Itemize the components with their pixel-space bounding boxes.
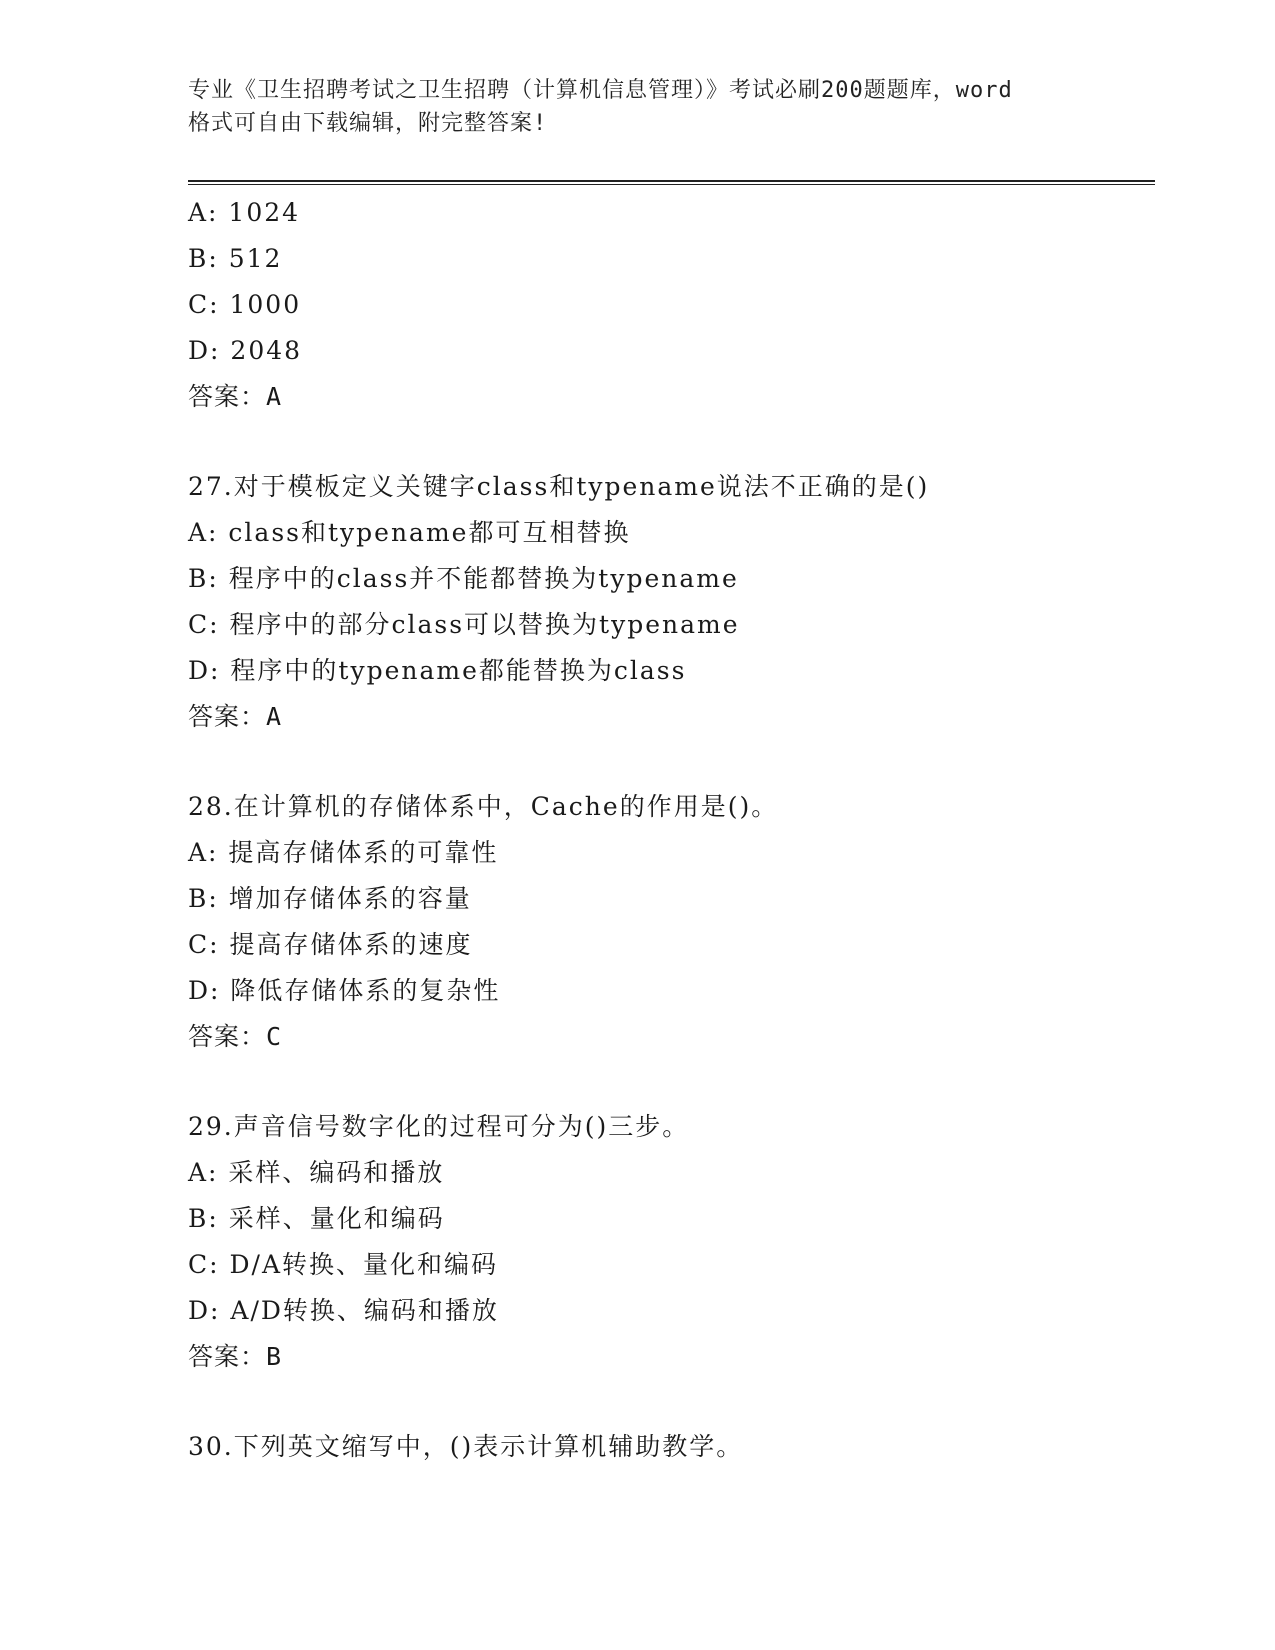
option-b: B: 程序中的class并不能都替换为typename	[188, 564, 739, 593]
header-line-1: 专业《卫生招聘考试之卫生招聘（计算机信息管理）》考试必刷200题题库，word	[188, 78, 1013, 103]
answer: 答案：A	[188, 382, 283, 411]
option-a: A: 提高存储体系的可靠性	[188, 838, 499, 867]
option-c: C: D/A转换、量化和编码	[188, 1250, 499, 1279]
question-27	[188, 464, 1148, 740]
option-b: B: 增加存储体系的容量	[188, 884, 472, 913]
answer: 答案：A	[188, 702, 283, 731]
question-29	[188, 1104, 1148, 1380]
document-header	[188, 74, 1088, 140]
option-b: B: 512	[188, 244, 283, 273]
option-d: D: A/D转换、编码和播放	[188, 1296, 499, 1325]
option-a: A: 采样、编码和播放	[188, 1158, 445, 1187]
option-a: A: class和typename都可互相替换	[188, 518, 631, 547]
option-d: D: 程序中的typename都能替换为class	[188, 656, 687, 685]
option-c: C: 程序中的部分class可以替换为typename	[188, 610, 740, 639]
question-30	[188, 1424, 1148, 1470]
question-text: 28.在计算机的存储体系中，Cache的作用是()。	[188, 792, 779, 821]
question-list	[188, 190, 1148, 1470]
option-d: D: 降低存储体系的复杂性	[188, 976, 501, 1005]
option-c: C: 1000	[188, 290, 302, 319]
question-text: 27.对于模板定义关键字class和typename说法不正确的是()	[188, 472, 930, 501]
question-text: 30.下列英文缩写中，()表示计算机辅助教学。	[188, 1432, 744, 1461]
header-divider	[188, 180, 1155, 185]
question-26	[188, 190, 1148, 420]
question-28	[188, 784, 1148, 1060]
answer: 答案：C	[188, 1022, 283, 1051]
header-line-2: 格式可自由下载编辑，附完整答案!	[188, 111, 548, 136]
question-text: 29.声音信号数字化的过程可分为()三步。	[188, 1112, 690, 1141]
answer: 答案：B	[188, 1342, 283, 1371]
option-d: D: 2048	[188, 336, 303, 365]
option-b: B: 采样、量化和编码	[188, 1204, 445, 1233]
option-c: C: 提高存储体系的速度	[188, 930, 473, 959]
option-a: A: 1024	[188, 198, 301, 227]
